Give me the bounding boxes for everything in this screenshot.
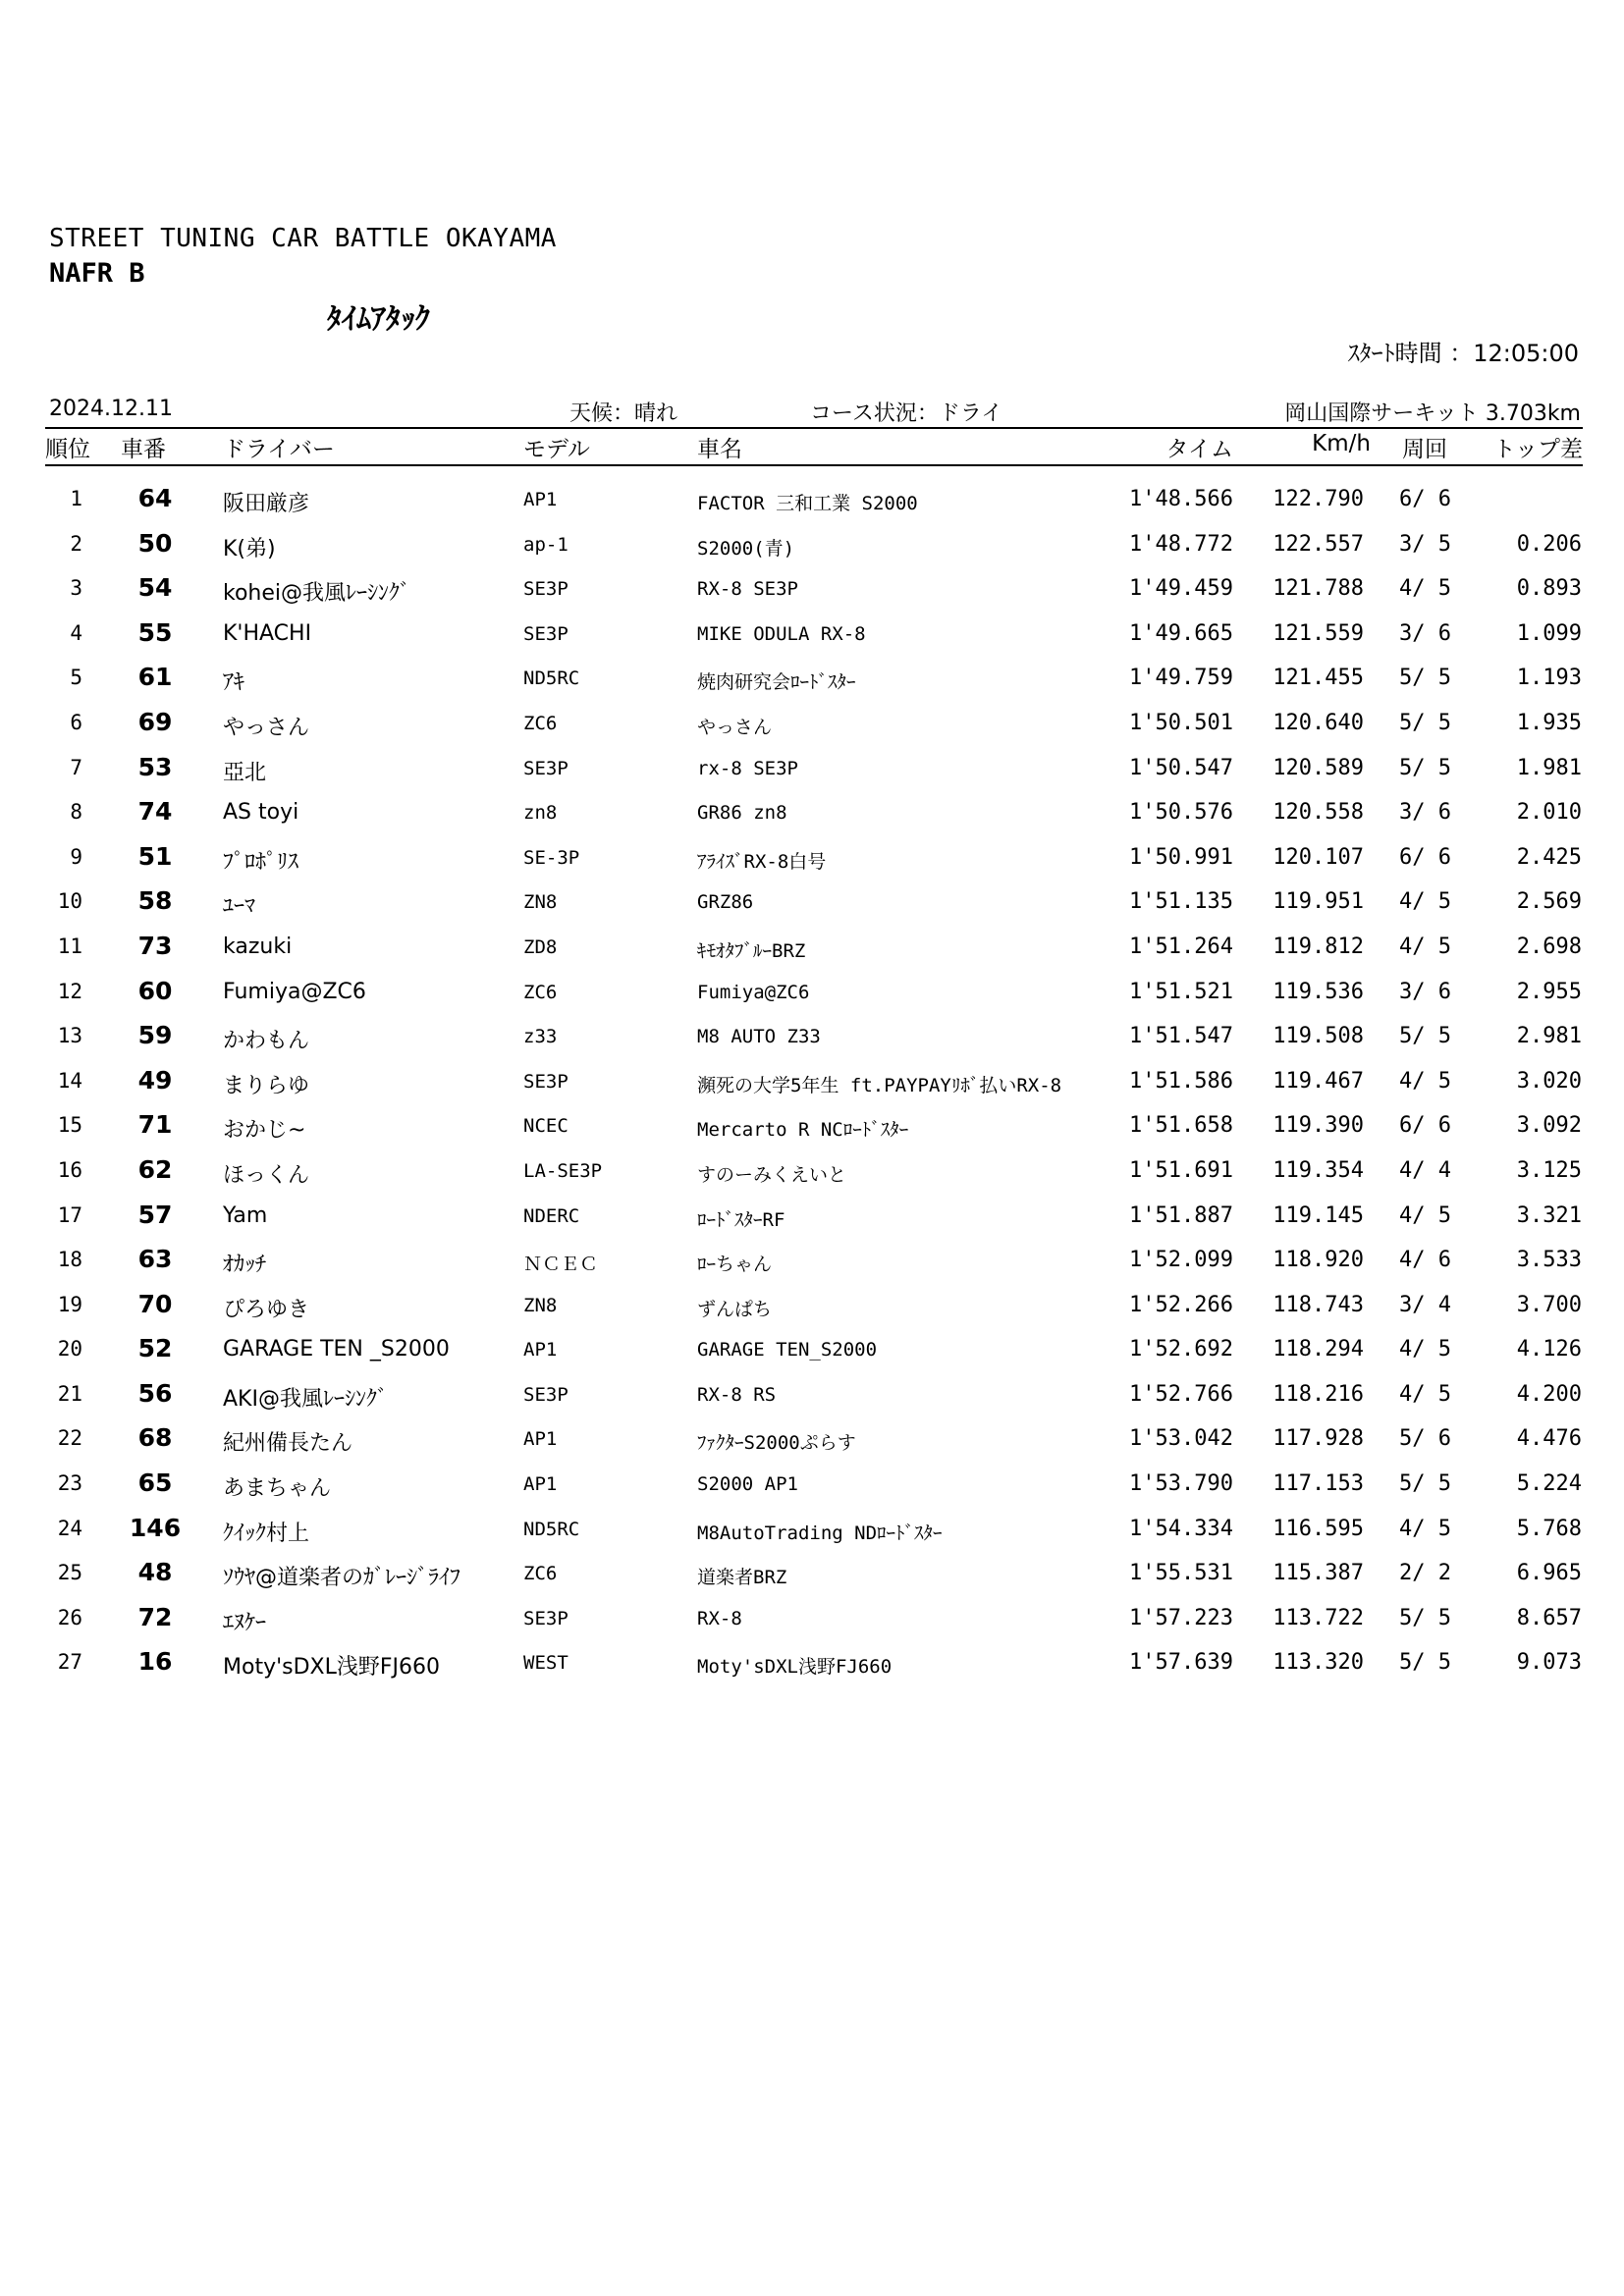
gap-to-top: 3.125 <box>1516 1157 1582 1183</box>
lap-time: 1'55.531 <box>1129 1561 1233 1586</box>
driver-name: ｿｳﾔ@道楽者のｶﾞﾚｰｼﾞﾗｲﾌ <box>223 1566 461 1591</box>
speed-kmh: 119.390 <box>1272 1113 1364 1139</box>
header-bottom-rule <box>45 464 1583 466</box>
driver-name: kohei@我風ﾚｰｼﾝｸﾞ <box>223 581 411 607</box>
car-model: ＮＣＥＣ <box>523 1254 599 1276</box>
col-model: モデル <box>523 437 590 462</box>
lap-time: 1'51.264 <box>1129 934 1233 959</box>
speed-kmh: 119.467 <box>1272 1068 1364 1094</box>
gap-to-top: 9.073 <box>1516 1650 1582 1676</box>
driver-name: ｴﾇｹｰ <box>223 1610 267 1635</box>
laps: 5/ 5 <box>1399 1471 1451 1497</box>
position: 23 <box>57 1471 82 1496</box>
car-model: ap-1 <box>523 533 568 556</box>
car-model: ZN8 <box>523 891 558 914</box>
speed-kmh: 117.153 <box>1272 1471 1364 1497</box>
car-model: ZC6 <box>523 1563 558 1585</box>
position: 4 <box>70 620 82 645</box>
lap-time: 1'52.766 <box>1129 1381 1233 1407</box>
position: 17 <box>57 1202 82 1227</box>
car-number: 57 <box>137 1200 173 1229</box>
speed-kmh: 113.320 <box>1272 1650 1364 1676</box>
car-number: 56 <box>137 1378 173 1408</box>
table-row <box>0 1329 1624 1374</box>
gap-to-top: 2.425 <box>1516 844 1582 870</box>
laps: 5/ 5 <box>1399 1605 1451 1630</box>
car-name: ずんぱち <box>697 1298 773 1320</box>
laps: 6/ 6 <box>1399 1113 1451 1139</box>
car-number: 72 <box>137 1602 173 1631</box>
laps: 5/ 6 <box>1399 1426 1451 1452</box>
table-row <box>0 972 1624 1017</box>
car-model: ZC6 <box>523 712 558 734</box>
lap-time: 1'57.639 <box>1129 1650 1233 1676</box>
laps: 5/ 5 <box>1399 666 1451 691</box>
car-model: ND5RC <box>523 667 580 690</box>
laps: 6/ 6 <box>1399 844 1451 870</box>
driver-name: ｸｲｯｸ村上 <box>223 1521 310 1546</box>
gap-to-top: 2.981 <box>1516 1024 1582 1049</box>
gap-to-top: 0.893 <box>1516 576 1582 602</box>
col-kmh: Km/h <box>1312 431 1371 456</box>
meta-row <box>49 397 1581 426</box>
car-number: 50 <box>137 528 173 558</box>
col-pos: 順位 <box>45 437 90 462</box>
car-number: 73 <box>137 931 173 960</box>
laps: 4/ 5 <box>1399 1068 1451 1094</box>
session-name: ﾀｲﾑｱﾀｯｸ <box>327 302 430 337</box>
lap-time: 1'49.665 <box>1129 620 1233 646</box>
car-number: 69 <box>137 707 173 736</box>
car-number: 60 <box>137 976 173 1005</box>
position: 27 <box>57 1650 82 1675</box>
position: 18 <box>57 1248 82 1272</box>
laps: 3/ 6 <box>1399 979 1451 1004</box>
table-row <box>0 658 1624 703</box>
driver-name: Fumiya@ZC6 <box>223 979 366 1004</box>
speed-kmh: 121.788 <box>1272 576 1364 602</box>
position: 2 <box>70 531 82 556</box>
car-number: 70 <box>137 1289 173 1318</box>
col-car: 車名 <box>697 437 742 462</box>
car-number: 71 <box>137 1110 173 1140</box>
laps: 5/ 5 <box>1399 755 1451 780</box>
car-number: 64 <box>137 484 173 512</box>
lap-time: 1'53.790 <box>1129 1471 1233 1497</box>
car-name: ﾛｰﾄﾞｽﾀｰRF <box>697 1208 785 1231</box>
laps: 4/ 6 <box>1399 1248 1451 1273</box>
speed-kmh: 122.790 <box>1272 487 1364 511</box>
weather: 天候：晴れ <box>569 401 678 426</box>
table-row <box>0 1240 1624 1285</box>
circuit-name: 岡山国際サーキット 3.703km <box>1284 401 1581 426</box>
speed-kmh: 119.508 <box>1272 1024 1364 1049</box>
driver-name: やっさん <box>223 715 310 740</box>
col-num: 車番 <box>121 437 166 462</box>
col-laps: 周回 <box>1402 437 1447 462</box>
course-condition: コース状況：ドライ <box>810 401 1003 426</box>
lap-time: 1'51.586 <box>1129 1068 1233 1094</box>
car-model: ZD8 <box>523 935 558 958</box>
car-model: NDERC <box>523 1204 580 1227</box>
car-name: RX-8 <box>697 1607 742 1629</box>
lap-time: 1'50.501 <box>1129 710 1233 735</box>
car-number: 51 <box>137 841 173 871</box>
position: 15 <box>57 1113 82 1138</box>
laps: 4/ 5 <box>1399 1381 1451 1407</box>
car-name: やっさん <box>697 716 773 738</box>
lap-time: 1'51.521 <box>1129 979 1233 1004</box>
car-name: FACTOR 三和工業 S2000 <box>697 493 918 514</box>
gap-to-top: 5.768 <box>1516 1516 1582 1541</box>
car-model: WEST <box>523 1652 568 1675</box>
speed-kmh: 119.951 <box>1272 889 1364 915</box>
position: 21 <box>57 1381 82 1406</box>
position: 12 <box>57 979 82 1003</box>
col-driver: ドライバー <box>223 437 335 462</box>
car-name: GRZ86 <box>697 891 754 914</box>
position: 26 <box>57 1605 82 1629</box>
car-name: S2000 AP1 <box>697 1473 798 1496</box>
car-model: zn8 <box>523 802 558 825</box>
lap-time: 1'49.459 <box>1129 576 1233 602</box>
driver-name: ｵｶｯﾁ <box>223 1253 267 1278</box>
speed-kmh: 121.559 <box>1272 620 1364 646</box>
car-name: Moty'sDXL浅野FJ660 <box>697 1656 893 1679</box>
car-name: GR86 zn8 <box>697 802 787 825</box>
speed-kmh: 120.589 <box>1272 755 1364 780</box>
position: 22 <box>57 1426 82 1451</box>
driver-name: K'HACHI <box>223 620 312 646</box>
table-row <box>0 837 1624 882</box>
driver-name: AS toyi <box>223 800 299 826</box>
driver-name: おかじ~ <box>223 1118 306 1144</box>
gap-to-top: 3.533 <box>1516 1248 1582 1273</box>
speed-kmh: 113.722 <box>1272 1605 1364 1630</box>
position: 11 <box>57 934 82 958</box>
class-name: NAFR B <box>49 258 145 289</box>
gap-to-top: 8.657 <box>1516 1605 1582 1630</box>
car-model: SE3P <box>523 1607 568 1629</box>
lap-time: 1'54.334 <box>1129 1516 1233 1541</box>
speed-kmh: 119.354 <box>1272 1157 1364 1183</box>
speed-kmh: 119.536 <box>1272 979 1364 1004</box>
car-name: Mercarto R NCﾛｰﾄﾞｽﾀｰ <box>697 1119 909 1142</box>
lap-time: 1'50.547 <box>1129 755 1233 780</box>
car-model: AP1 <box>523 1473 558 1496</box>
laps: 4/ 5 <box>1399 1202 1451 1228</box>
event-title: STREET TUNING CAR BATTLE OKAYAMA <box>49 224 557 253</box>
driver-name: K(弟) <box>223 536 276 561</box>
driver-name: ｱｷ <box>223 670 245 696</box>
driver-name: あまちゃん <box>223 1476 332 1502</box>
gap-to-top: 2.569 <box>1516 889 1582 915</box>
car-number: 16 <box>137 1647 173 1677</box>
laps: 4/ 5 <box>1399 1337 1451 1362</box>
laps: 4/ 5 <box>1399 889 1451 915</box>
position: 25 <box>57 1561 82 1585</box>
table-row <box>0 1509 1624 1554</box>
table-row <box>0 479 1624 524</box>
header-top-rule <box>45 427 1583 429</box>
lap-time: 1'51.547 <box>1129 1024 1233 1049</box>
car-name: MIKE ODULA RX-8 <box>697 622 866 645</box>
car-number: 49 <box>137 1065 173 1095</box>
laps: 2/ 2 <box>1399 1561 1451 1586</box>
gap-to-top: 1.981 <box>1516 755 1582 780</box>
car-number: 146 <box>129 1513 182 1542</box>
position: 24 <box>57 1516 82 1540</box>
car-name: 焼肉研究会ﾛｰﾄﾞｽﾀｰ <box>697 671 856 694</box>
car-name: RX-8 RS <box>697 1383 777 1406</box>
speed-kmh: 120.640 <box>1272 710 1364 735</box>
lap-time: 1'50.991 <box>1129 844 1233 870</box>
gap-to-top: 3.092 <box>1516 1113 1582 1139</box>
car-number: 58 <box>137 886 173 916</box>
driver-name: 紀州備長たん <box>223 1431 353 1457</box>
results-table <box>0 479 1624 1687</box>
car-model: ND5RC <box>523 1518 580 1540</box>
car-name: S2000(青) <box>697 537 795 560</box>
driver-name: 阪田厳彦 <box>223 492 310 516</box>
laps: 4/ 5 <box>1399 1516 1451 1541</box>
car-model: SE3P <box>523 578 568 601</box>
col-gap: トップ差 <box>1492 437 1583 462</box>
lap-time: 1'51.691 <box>1129 1157 1233 1183</box>
car-name: RX-8 SE3P <box>697 578 798 601</box>
speed-kmh: 118.294 <box>1272 1337 1364 1362</box>
position: 20 <box>57 1337 82 1362</box>
laps: 6/ 6 <box>1399 487 1451 511</box>
driver-name: kazuki <box>223 934 293 959</box>
gap-to-top: 3.020 <box>1516 1068 1582 1094</box>
gap-to-top: 4.126 <box>1516 1337 1582 1362</box>
start-time: ｽﾀｰﾄ時間 ：12:05:00 <box>1347 340 1579 367</box>
driver-name: ﾕｰﾏ <box>223 894 256 920</box>
lap-time: 1'51.658 <box>1129 1113 1233 1139</box>
car-number: 63 <box>137 1245 173 1274</box>
laps: 5/ 5 <box>1399 710 1451 735</box>
position: 6 <box>70 710 82 734</box>
gap-to-top: 4.476 <box>1516 1426 1582 1452</box>
speed-kmh: 116.595 <box>1272 1516 1364 1541</box>
table-row <box>0 1105 1624 1150</box>
lap-time: 1'50.576 <box>1129 800 1233 826</box>
position: 3 <box>70 576 82 601</box>
car-number: 65 <box>137 1468 173 1498</box>
laps: 3/ 6 <box>1399 800 1451 826</box>
car-model: AP1 <box>523 1339 558 1362</box>
speed-kmh: 118.920 <box>1272 1248 1364 1273</box>
car-name: ｷﾓｵﾀﾌﾞﾙｰBRZ <box>697 939 806 962</box>
driver-name: まりらゆ <box>223 1073 310 1098</box>
car-model: SE3P <box>523 757 568 779</box>
gap-to-top: 3.700 <box>1516 1292 1582 1317</box>
table-row <box>0 568 1624 614</box>
table-row <box>0 1061 1624 1106</box>
table-row <box>0 748 1624 793</box>
driver-name: 亞北 <box>223 760 267 785</box>
car-name: 瀕死の大学5年生 ft.PAYPAYﾘﾎﾞ払いRX-8 <box>697 1074 1062 1096</box>
speed-kmh: 117.928 <box>1272 1426 1364 1452</box>
speed-kmh: 120.107 <box>1272 844 1364 870</box>
car-number: 55 <box>137 617 173 647</box>
car-model: SE3P <box>523 622 568 645</box>
table-row <box>0 524 1624 569</box>
gap-to-top: 1.935 <box>1516 710 1582 735</box>
speed-kmh: 119.145 <box>1272 1202 1364 1228</box>
table-row <box>0 614 1624 659</box>
lap-time: 1'48.566 <box>1129 487 1233 511</box>
position: 16 <box>57 1157 82 1182</box>
position: 9 <box>70 844 82 869</box>
driver-name: AKI@我風ﾚｰｼﾝｸﾞ <box>223 1386 388 1412</box>
position: 1 <box>70 487 82 510</box>
car-name: M8 AUTO Z33 <box>697 1026 821 1048</box>
speed-kmh: 118.216 <box>1272 1381 1364 1407</box>
position: 13 <box>57 1024 82 1048</box>
table-row <box>0 792 1624 837</box>
car-model: SE-3P <box>523 846 580 869</box>
car-model: SE3P <box>523 1383 568 1406</box>
gap-to-top: 2.955 <box>1516 979 1582 1004</box>
car-number: 52 <box>137 1334 173 1363</box>
laps: 5/ 5 <box>1399 1650 1451 1676</box>
laps: 4/ 5 <box>1399 576 1451 602</box>
position: 10 <box>57 889 82 914</box>
driver-name: ﾌﾟﾛﾎﾟﾘｽ <box>223 849 299 875</box>
event-date: 2024.12.11 <box>49 397 173 421</box>
position: 8 <box>70 800 82 825</box>
car-name: rx-8 SE3P <box>697 757 798 779</box>
car-name: ﾌｧｸﾀｰS2000ぷらす <box>697 1432 856 1455</box>
car-model: ZN8 <box>523 1294 558 1316</box>
laps: 4/ 5 <box>1399 934 1451 959</box>
car-name: すのーみくえいと <box>697 1163 847 1186</box>
lap-time: 1'53.042 <box>1129 1426 1233 1452</box>
car-model: ZC6 <box>523 981 558 1003</box>
car-name: ｱﾗｲｽﾞRX-8白号 <box>697 850 827 873</box>
laps: 3/ 5 <box>1399 531 1451 557</box>
car-name: M8AutoTrading NDﾛｰﾄﾞｽﾀｰ <box>697 1522 943 1544</box>
gap-to-top: 6.965 <box>1516 1561 1582 1586</box>
lap-time: 1'49.759 <box>1129 666 1233 691</box>
table-row <box>0 1553 1624 1598</box>
car-number: 54 <box>137 573 173 603</box>
lap-time: 1'52.692 <box>1129 1337 1233 1362</box>
car-name: ﾛｰちゃん <box>697 1254 773 1276</box>
car-model: NCEC <box>523 1115 568 1138</box>
lap-time: 1'52.266 <box>1129 1292 1233 1317</box>
driver-name: ほっくん <box>223 1162 310 1188</box>
speed-kmh: 115.387 <box>1272 1561 1364 1586</box>
gap-to-top: 1.099 <box>1516 620 1582 646</box>
speed-kmh: 122.557 <box>1272 531 1364 557</box>
driver-name: ぴろゆき <box>223 1297 310 1322</box>
laps: 5/ 5 <box>1399 1024 1451 1049</box>
gap-to-top: 3.321 <box>1516 1202 1582 1228</box>
position: 7 <box>70 755 82 779</box>
position: 5 <box>70 666 82 690</box>
laps: 3/ 6 <box>1399 620 1451 646</box>
car-name: GARAGE TEN_S2000 <box>697 1339 878 1362</box>
speed-kmh: 120.558 <box>1272 800 1364 826</box>
car-number: 59 <box>137 1021 173 1050</box>
lap-time: 1'51.135 <box>1129 889 1233 915</box>
laps: 3/ 4 <box>1399 1292 1451 1317</box>
lap-time: 1'57.223 <box>1129 1605 1233 1630</box>
car-model: AP1 <box>523 1428 558 1451</box>
table-row <box>0 1374 1624 1419</box>
car-model: LA-SE3P <box>523 1159 603 1182</box>
gap-to-top: 1.193 <box>1516 666 1582 691</box>
table-row <box>0 1642 1624 1687</box>
speed-kmh: 119.812 <box>1272 934 1364 959</box>
car-number: 68 <box>137 1423 173 1453</box>
gap-to-top: 0.206 <box>1516 531 1582 557</box>
lap-time: 1'52.099 <box>1129 1248 1233 1273</box>
table-row <box>0 1598 1624 1643</box>
table-row <box>0 1464 1624 1509</box>
speed-kmh: 121.455 <box>1272 666 1364 691</box>
table-row <box>0 1150 1624 1196</box>
position: 14 <box>57 1068 82 1093</box>
car-model: z33 <box>523 1026 558 1048</box>
speed-kmh: 118.743 <box>1272 1292 1364 1317</box>
table-row <box>0 1196 1624 1241</box>
lap-time: 1'51.887 <box>1129 1202 1233 1228</box>
car-number: 74 <box>137 797 173 827</box>
table-row <box>0 881 1624 927</box>
car-number: 53 <box>137 752 173 781</box>
car-name: 道楽者BRZ <box>697 1567 787 1589</box>
col-time: タイム <box>1165 437 1233 462</box>
table-row <box>0 1016 1624 1061</box>
driver-name: Moty'sDXL浅野FJ660 <box>223 1655 440 1681</box>
table-header <box>0 431 1624 464</box>
position: 19 <box>57 1292 82 1316</box>
car-model: SE3P <box>523 1070 568 1093</box>
laps: 4/ 4 <box>1399 1157 1451 1183</box>
driver-name: GARAGE TEN _S2000 <box>223 1337 450 1362</box>
car-model: AP1 <box>523 489 558 510</box>
gap-to-top: 2.698 <box>1516 934 1582 959</box>
table-row <box>0 927 1624 972</box>
gap-to-top: 4.200 <box>1516 1381 1582 1407</box>
table-row <box>0 1285 1624 1330</box>
gap-to-top: 2.010 <box>1516 800 1582 826</box>
lap-time: 1'48.772 <box>1129 531 1233 557</box>
table-row <box>0 1418 1624 1464</box>
car-number: 61 <box>137 663 173 692</box>
car-number: 48 <box>137 1558 173 1587</box>
driver-name: かわもん <box>223 1029 310 1054</box>
gap-to-top: 5.224 <box>1516 1471 1582 1497</box>
table-row <box>0 703 1624 748</box>
car-number: 62 <box>137 1154 173 1184</box>
car-name: Fumiya@ZC6 <box>697 981 810 1003</box>
driver-name: Yam <box>223 1202 268 1228</box>
